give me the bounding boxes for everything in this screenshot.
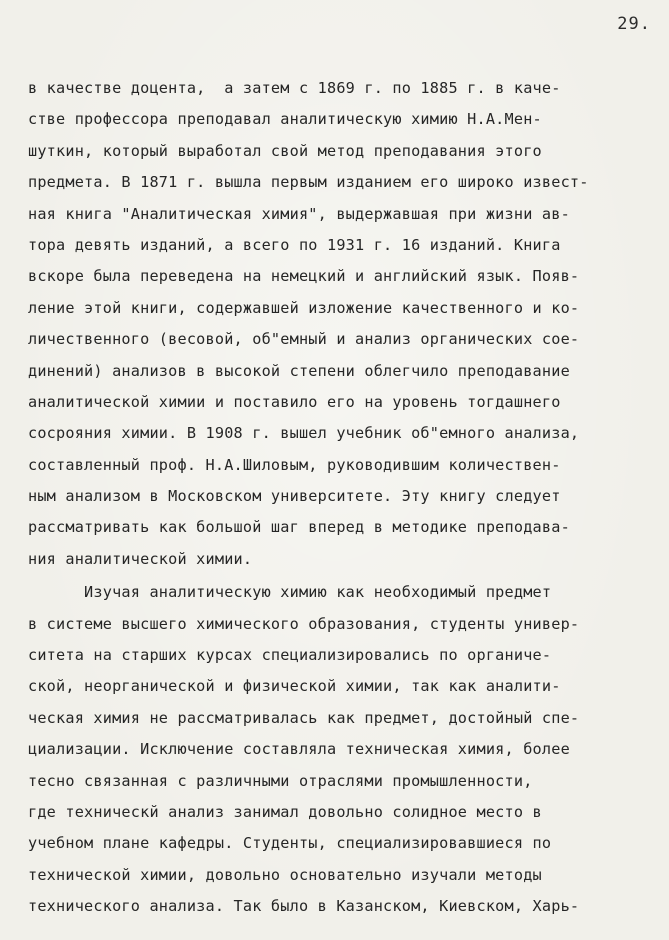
text-line: составленный проф. Н.А.Шиловым, руководившим количествен- [28,455,561,474]
text-line: где техническй анализ занимал довольно солидное место в [28,802,542,821]
text-line: предмета. В 1871 г. вышла первым изданием его широко извест- [28,173,589,192]
text-line: ния аналитической химии. [28,549,253,568]
text-line: Изучая аналитическую химию как необходимый предмет [28,583,552,602]
document-text [28,73,653,923]
text-line: личественного (весовой, об"емный и анализ органических сое- [28,330,580,349]
text-line: технического анализа. Так было в Казанском, Киевском, Харь- [28,897,580,916]
paragraph-2 [28,577,653,922]
paragraph-1 [28,73,653,575]
text-line: ная книга "Аналитическая химия", выдержавшая при жизни ав- [28,204,570,223]
text-line: ской, неорганической и физической химии, так как аналити- [28,677,561,696]
text-line: в системе высшего химического образования, студенты универ- [28,614,580,633]
text-line: технической химии, довольно основательно изучали методы [28,865,542,884]
text-line: ление этой книги, содержавшей изложение качественного и ко- [28,298,580,317]
page-number: 29. [617,14,651,34]
text-line: стве профессора преподавал аналитическую химию Н.А.Мен- [28,110,542,129]
text-line: тора девять изданий, а всего по 1931 г. 16 изданий. Книга [28,235,561,254]
text-line: циализации. Исключение составляла техническая химия, более [28,740,570,759]
text-line: в качестве доцента, а затем с 1869 г. по 1885 г. в каче- [28,79,561,97]
text-line: учебном плане кафедры. Студенты, специализировавшиеся по [28,834,552,853]
text-line: шуткин, который выработал свой метод преподавания этого [28,141,542,160]
text-line: сосрояния химии. В 1908 г. вышел учебник об"емного анализа, [28,424,580,443]
text-line: тесно связанная с различными отраслями промышленности, [28,771,533,790]
text-line: аналитической химии и поставило его на уровень тогдашнего [28,392,561,411]
text-line: динений) анализов в высокой степени облегчило преподавание [28,361,570,380]
text-line: вскоре была переведена на немецкий и английский язык. Появ- [28,267,580,286]
text-line: ным анализом в Московском университете. Эту книгу следует [28,487,561,506]
text-line: ческая химия не рассматривалась как предмет, достойный спе- [28,708,580,727]
text-line: рассматривать как большой шаг вперед в методике преподава- [28,518,570,537]
text-line: ситета на старших курсах специализировались по органиче- [28,646,552,665]
